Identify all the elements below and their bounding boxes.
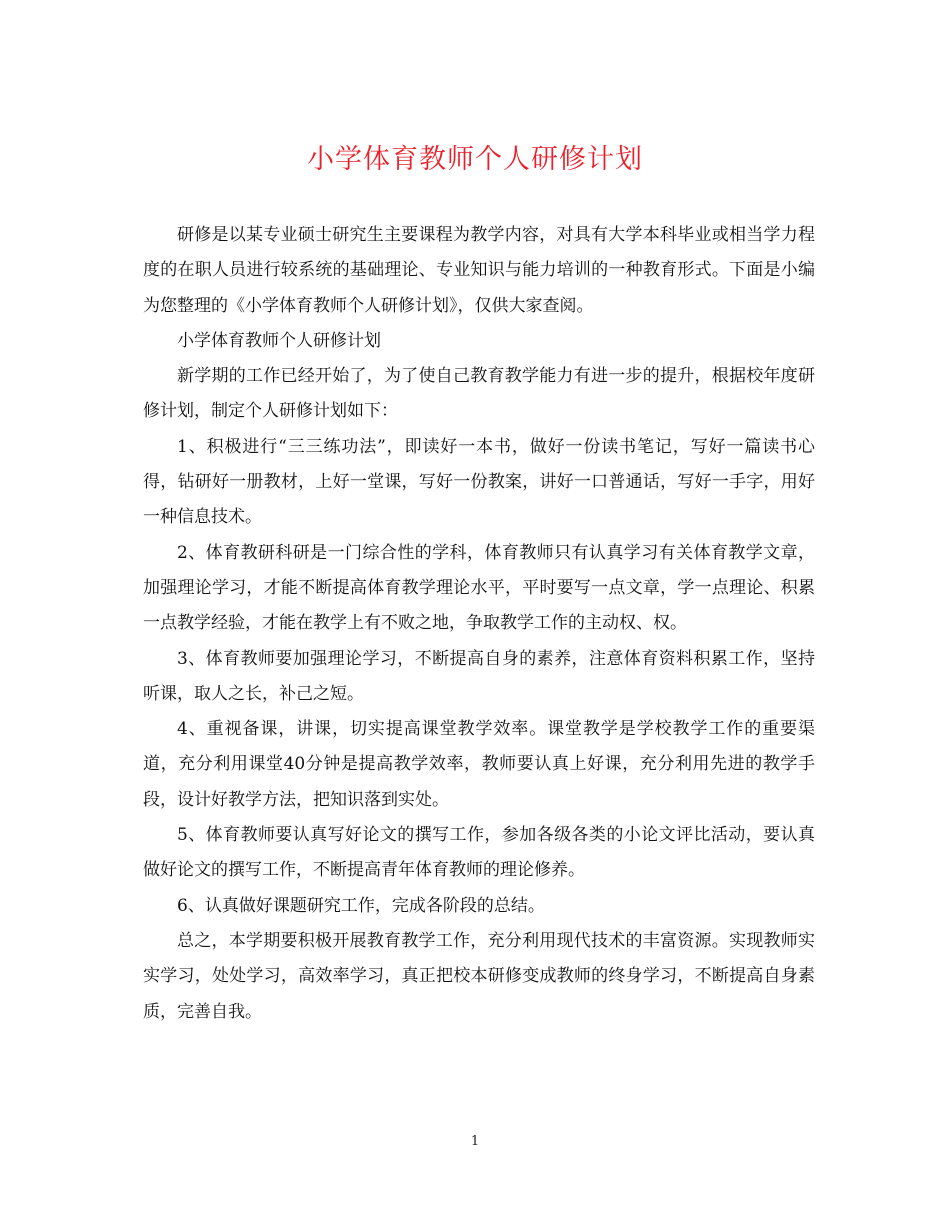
paragraph-opening: 新学期的工作已经开始了，为了使自己教育教学能力有进一步的提升，根据校年度研修计划，制定个人研修计划如下：	[143, 366, 815, 422]
paragraph-item-4: 4、重视备课，讲课，切实提高课堂教学效率。课堂教学是学校教学工作的重要渠道，充分利用课堂40分钟是提高教学效率，教师要认真上好课，充分利用先进的教学手段，设计好教学方法，把知识落到实处。	[143, 719, 815, 810]
paragraph-item-6: 6、认真做好课题研究工作，完成各阶段的总结。	[177, 895, 545, 916]
paragraph-intro: 研修是以某专业硕士研究生主要课程为教学内容，对具有大学本科毕业或相当学力程度的在职人员进行较系统的基础理论、专业知识与能力培训的一种教育形式。下面是小编为您整理的《小学体育教师个人研修计划》，仅供大家查阅。	[143, 225, 815, 316]
paragraph-conclusion: 总之，本学期要积极开展教育教学工作，充分利用现代技术的丰富资源。实现教师实实学习，处处学习，高效率学习，真正把校本研修变成教师的终身学习，不断提高自身素质，完善自我。	[143, 930, 815, 1022]
paragraph-item-1: 1、积极进行“三三练功法”，即读好一本书，做好一份读书笔记，写好一篇读书心得，钻研好一册教材，上好一堂课，写好一份教案，讲好一口普通话，写好一手字，用好一种信息技术。	[143, 436, 815, 528]
paragraph-subtitle: 小学体育教师个人研修计划	[177, 330, 381, 351]
paragraph-item-5: 5、体育教师要认真写好论文的撰写工作，参加各级各类的小论文评比活动，要认真做好论文的撰写工作，不断提高青年体育教师的理论修养。	[143, 825, 815, 881]
document-title: 小学体育教师个人研修计划	[307, 144, 643, 175]
document-body	[143, 218, 815, 1030]
paragraph-item-3: 3、体育教师要加强理论学习，不断提高自身的素养，注意体育资料积累工作，坚持听课，取人之长，补己之短。	[143, 648, 815, 704]
page-number: 1	[470, 1134, 480, 1149]
paragraph-item-2: 2、体育教研科研是一门综合性的学科，体育教师只有认真学习有关体育教学文章，加强理论学习，才能不断提高体育教学理论水平，平时要写一点文章，学一点理论、积累一点教学经验，才能在教学上有不败之地，争取教学工作的主动权、权。	[143, 542, 815, 634]
